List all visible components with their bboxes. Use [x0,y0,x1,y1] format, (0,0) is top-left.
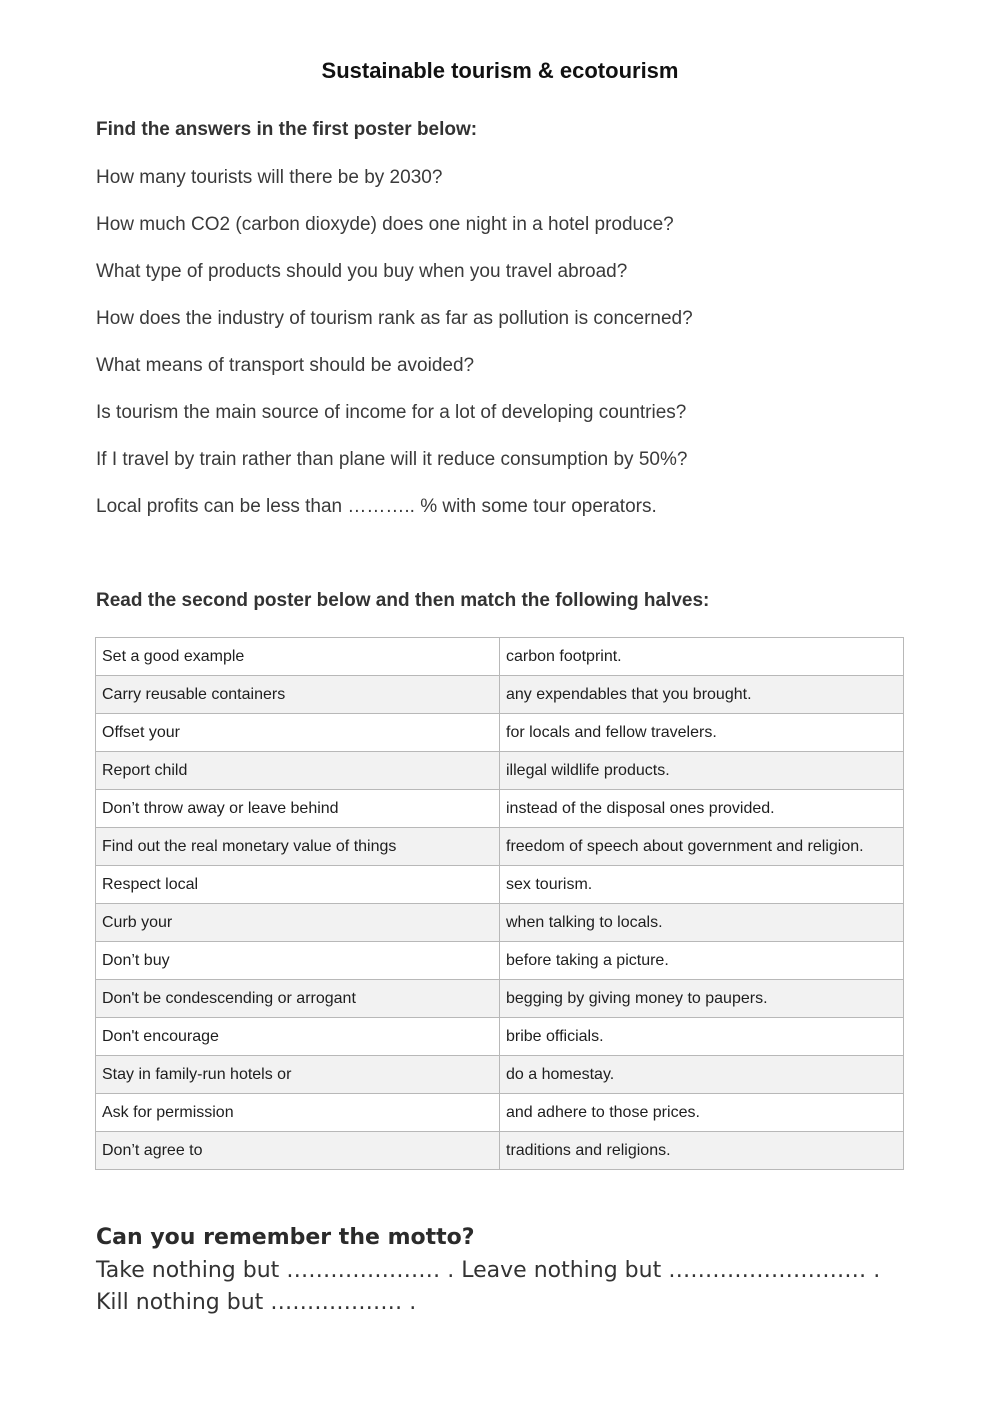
left-half-cell: Find out the real monetary value of things [96,828,500,866]
table-row [96,752,904,790]
table-row [96,638,904,676]
right-half-cell: for locals and fellow travelers. [500,714,904,752]
right-half-cell: illegal wildlife products. [500,752,904,790]
left-half-cell: Don’t buy [96,942,500,980]
left-half-cell: Stay in family-run hotels or [96,1056,500,1094]
motto-line-1: Take nothing but ………………… . Leave nothing but ……………………… . [96,1258,881,1283]
question-item: What means of transport should be avoided? [96,355,475,376]
left-half-cell: Carry reusable containers [96,676,500,714]
left-half-cell: Curb your [96,904,500,942]
question-list [96,165,693,541]
matching-table [95,637,904,1170]
table-row [96,1056,904,1094]
right-half-cell: begging by giving money to paupers. [500,980,904,1018]
left-half-cell: Offset your [96,714,500,752]
table-row [96,866,904,904]
right-half-cell: and adhere to those prices. [500,1094,904,1132]
question-item: Local profits can be less than ……….. % with some tour operators. [96,496,657,517]
question-item: How does the industry of tourism rank as far as pollution is concerned? [96,308,693,329]
right-half-cell: before taking a picture. [500,942,904,980]
table-row [96,904,904,942]
motto-question: Can you remember the motto? [96,1225,475,1250]
right-half-cell: when talking to locals. [500,904,904,942]
left-half-cell: Don’t agree to [96,1132,500,1170]
table-row [96,828,904,866]
table-row [96,980,904,1018]
table-row [96,676,904,714]
section1-heading: Find the answers in the first poster below: [96,119,478,140]
question-item: How many tourists will there be by 2030? [96,167,443,188]
page-title: Sustainable tourism & ecotourism [321,58,679,83]
question-item: Is tourism the main source of income for a lot of developing countries? [96,402,687,423]
right-half-cell: sex tourism. [500,866,904,904]
right-half-cell: instead of the disposal ones provided. [500,790,904,828]
question-item: What type of products should you buy when you travel abroad? [96,261,628,282]
table-row [96,1018,904,1056]
right-half-cell: carbon footprint. [500,638,904,676]
question-item: How much CO2 (carbon dioxyde) does one night in a hotel produce? [96,214,674,235]
table-row [96,1094,904,1132]
question-item: If I travel by train rather than plane will it reduce consumption by 50%? [96,449,688,470]
left-half-cell: Respect local [96,866,500,904]
right-half-cell: traditions and religions. [500,1132,904,1170]
left-half-cell: Don't be condescending or arrogant [96,980,500,1018]
right-half-cell: any expendables that you brought. [500,676,904,714]
table-row [96,942,904,980]
left-half-cell: Report child [96,752,500,790]
motto-line-2: Kill nothing but ……………… . [96,1290,417,1315]
table-row [96,1132,904,1170]
section2-heading: Read the second poster below and then match the following halves: [96,590,710,611]
table-row [96,790,904,828]
right-half-cell: bribe officials. [500,1018,904,1056]
right-half-cell: do a homestay. [500,1056,904,1094]
left-half-cell: Don't encourage [96,1018,500,1056]
table-row [96,714,904,752]
left-half-cell: Set a good example [96,638,500,676]
left-half-cell: Don’t throw away or leave behind [96,790,500,828]
right-half-cell: freedom of speech about government and religion. [500,828,904,866]
left-half-cell: Ask for permission [96,1094,500,1132]
